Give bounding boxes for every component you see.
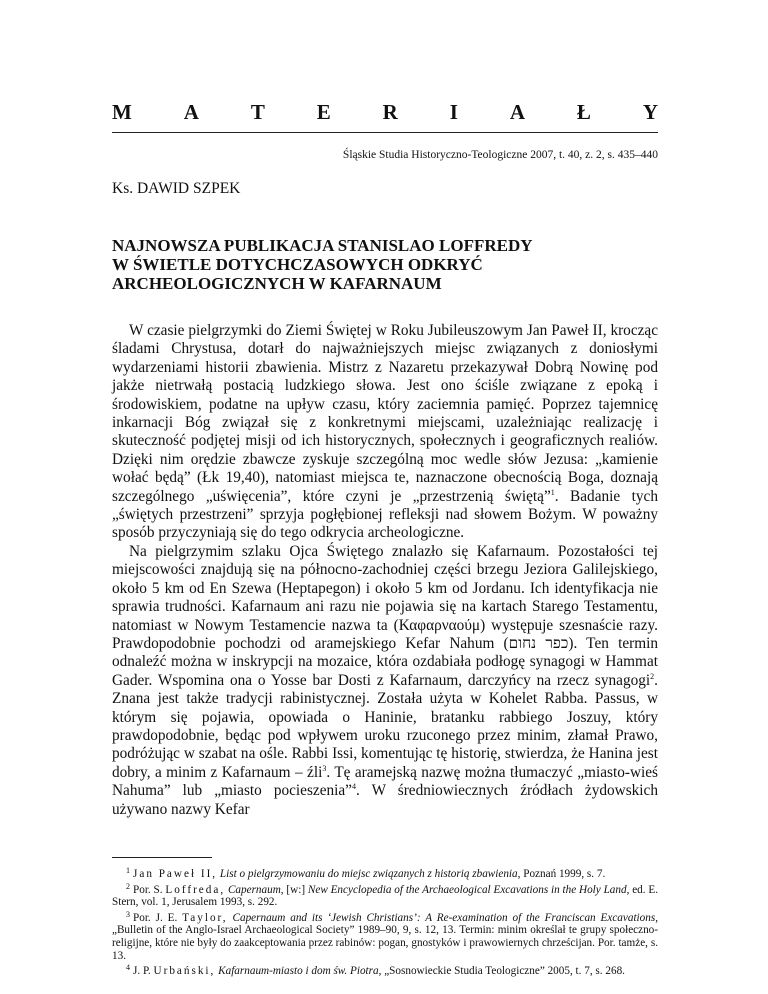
footnote-work: Capernaum and its ‘Jewish Christians’: A Re-examination of the Franciscan Excavations (232, 911, 656, 924)
section-letter: E (316, 100, 331, 124)
section-heading (112, 100, 658, 125)
footnote-number: 2 (126, 881, 130, 891)
footnote-rest: , „Sosnowieckie Studia Teologiczne” 2005, t. 7, s. 268. (378, 965, 625, 978)
article-title (112, 236, 658, 293)
footnote-pre: J. P. (133, 965, 151, 978)
footnote-author: Loffreda, (165, 883, 226, 896)
footnote-rule (112, 857, 212, 858)
footnote-work: New Encyclopedia of the Archaeological Excavations in the Holy Land (307, 883, 627, 896)
paragraph-text: . Znana jest także tradycji rabinistycznej. Została użyta w Kohelet Rabba. Passus, w którym się pojawia, opowiada o Haninie, bratanku rabbiego Joszuy, który prawdopodobnie, będąc pod wpływem uroku rzuconego przez minim, złamał Prawo, podróżując w szabat na ośle. Rabbi Issi, komentując tę historię, stwierdza, że Hanina jest dobry, a minim z Kafarnaum – źli (112, 671, 658, 781)
section-letter: R (382, 100, 398, 124)
section-letter: A (183, 100, 199, 124)
paragraph-text: Na pielgrzymim szlaku Ojca Świętego znalazło się Kafarnaum. Pozostałości tej miejscowości znajdują się na północno-zachodniej części brzegu Jeziora Galilejskiego, około 5 km od En Szewa (Heptapegon) i około 5 km od Jordanu. Ich identyfikacja nie sprawia trudności. Kafarnaum ani razu nie pojawia się na kartach Starego Testamentu, natomiast w Nowym Testamencie nazwa ta (Καφαρναούμ) występuje szesnaście razy. Prawdopodobnie pochodzi od aramejskiego Kefar Nahum (כפר נחום). Ten termin odnaleźć można w inskrypcji na mozaice, która ozdabiała podłogę synagogi w Hammat Gader. Wspomina ona o Yosse bar Dosti z Kafarnaum, darczyńcy na rzecz synagogi (112, 542, 659, 689)
section-letter: I (449, 100, 458, 124)
footnote-rest: , ed. E. Stern, vol. 1, Jerusalem 1993, s. 292. (112, 883, 659, 909)
footnote-ref[interactable]: 1 (550, 487, 555, 497)
paragraph-text: . Badanie tych „świętych przestrzeni” sprzyja pogłębionej refleksji nad słowem Bożym. W poważny sposób przyczyniają się do tego odkrycia archeologiczne. (112, 487, 658, 542)
footnote-rest: , „Bulletin of the Anglo-Israel Archaeological Society” 1989–90, 9, s. 12, 13. Termin: minim określał te grupy społeczno-religijne, które nie były do zaakceptowania przez rabinów: pogan, gnostyków i prawowiernych chrześcijan. Por. tamże, s. 13. (112, 911, 659, 962)
section-letter: Y (642, 100, 658, 124)
title-line: ARCHEOLOGICZNYCH W KAFARNAUM (112, 274, 442, 293)
paragraph (112, 322, 658, 543)
footnote-author: Taylor, (182, 911, 228, 924)
footnote-author: Jan Paweł II, (133, 868, 218, 880)
paragraph-text: W czasie pielgrzymki do Ziemi Świętej w Roku Jubileuszowym Jan Paweł II, krocząc śladami Chrystusa, dotarł do najważniejszych miejsc związanych z doniosłymi wydarzeniami historii zbawienia. Mistrz z Nazaretu przekazywał Dobrą Nowinę pod jakże nietrwałą postacią ludzkiego słowa. Jest ono ściśle związane z epoką i środowiskiem, podatne na upływ czasu, który zaciemnia pamięć. Poprzez tajemnicę inkarnacji Bóg związał się z konkretnymi miejscami, uzależniając realizację i skuteczność podjętej misji od ich historycznych, społecznych i geograficznych realiów. Dzięki nim orędzie zbawcze zyskuje szczególną moc wedle słów Jezusa: „kamienie wołać będą” (Łk 19,40), natomiast miejsca te, naznaczone obecnością Boga, doznają szczególnego „uświęcenia”, które czyni je „przestrzenią świętą” (112, 322, 658, 505)
footnote-work: Capernaum (227, 883, 281, 896)
footnote-pre: Por. S. (133, 883, 163, 896)
section-letter: A (509, 100, 525, 124)
article-body (112, 322, 658, 819)
section-letter: M (112, 100, 132, 124)
section-letter: Ł (576, 100, 591, 124)
article-author: Ks. DAWID SZPEK (112, 180, 241, 197)
section-letter: T (250, 100, 265, 124)
footnote-rest: , Poznań 1999, s. 7. (517, 868, 606, 880)
footnote-mid: , [w:] (280, 883, 306, 896)
journal-citation: Śląskie Studia Historyczno-Teologiczne 2007, t. 40, z. 2, s. 435–440 (342, 149, 658, 161)
footnote (112, 881, 658, 909)
footnote-number: 3 (126, 909, 130, 919)
footnote-work: List o pielgrzymowaniu do miejsc związanych z historią zbawienia (219, 868, 518, 880)
title-line: W ŚWIETLE DOTYCHCZASOWYCH ODKRYĆ (112, 255, 483, 274)
footnote (112, 909, 658, 962)
header-rule (112, 132, 658, 133)
paragraph-text: . Tę aramejską nazwę można tłumaczyć „miasto-wieś Nahuma” lub „miasto pocieszenia” (112, 763, 658, 800)
footnote-number: 1 (126, 866, 130, 875)
footnote-ref[interactable]: 4 (351, 782, 356, 792)
footnote-ref[interactable]: 3 (322, 763, 327, 773)
footnote-pre: Por. J. E. (133, 911, 178, 924)
footnote-number: 4 (126, 963, 130, 973)
footnote-ref[interactable]: 2 (650, 671, 655, 681)
paragraph (112, 543, 658, 819)
title-line: NAJNOWSZA PUBLIKACJA STANISLAO LOFFREDY (112, 236, 533, 255)
footnote-work: Kafarnaum-miasto i dom św. Piotra (218, 965, 379, 978)
paragraph-text: . W średniowiecznych źródłach żydowskich używano nazwy Kefar (112, 782, 658, 818)
footnote (112, 865, 658, 881)
footnotes (112, 865, 658, 978)
footnote (112, 962, 658, 978)
footnote-author: Urbański, (153, 965, 216, 978)
